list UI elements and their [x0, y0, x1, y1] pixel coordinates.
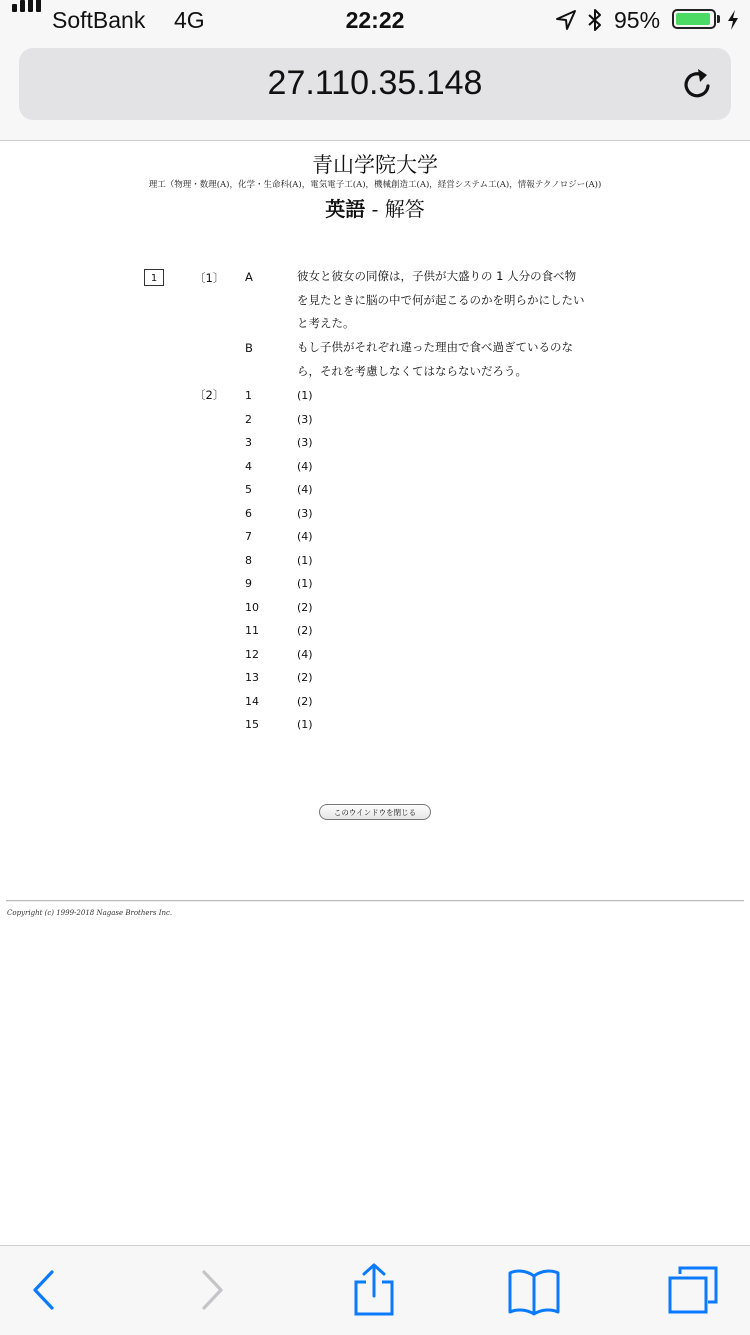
q2-item-number: 5	[245, 483, 252, 496]
carrier-name: SoftBank	[52, 7, 146, 33]
url-text[interactable]: 27.110.35.148	[267, 64, 483, 102]
q2-item-number: 15	[245, 718, 259, 731]
q2-item-number: 8	[245, 553, 252, 567]
status-bar	[0, 0, 750, 42]
q2-item-number: 9	[245, 577, 252, 590]
battery-tip	[717, 15, 720, 23]
q2-label: 〔2〕	[194, 388, 225, 402]
browser-toolbar	[0, 1245, 750, 1335]
q2-item-answer: (4)	[297, 459, 313, 473]
q2-item-answer: (1)	[297, 553, 313, 567]
university-title: 青山学院大学	[312, 153, 438, 177]
close-window-button[interactable]: このウインドウを閉じる	[319, 804, 431, 820]
q2-item-answer: (1)	[297, 577, 313, 590]
clock: 22:22	[345, 7, 405, 33]
q1b-answer: もし子供がそれぞれ違った理由で食べ過ぎているのなら，それを考慮しなくてはならないだろう。	[297, 340, 573, 378]
q2-item-number: 6	[245, 506, 252, 520]
q2-item-number: 14	[245, 694, 259, 708]
q2-item-answer: (2)	[297, 694, 313, 708]
q2-item-number: 10	[245, 600, 259, 614]
battery-icon	[672, 9, 716, 29]
address-bar[interactable]	[19, 48, 731, 120]
battery-percentage: 95%	[614, 7, 661, 33]
q2-item-answer: (3)	[297, 412, 313, 426]
q2-item-answer: (1)	[297, 389, 313, 402]
q2-item-answer: (4)	[297, 530, 313, 543]
forward-icon[interactable]	[200, 1268, 226, 1312]
bookmarks-icon[interactable]	[506, 1268, 562, 1316]
q2-item-answer: (1)	[297, 718, 313, 731]
question-number-box: 1	[144, 269, 164, 286]
q1a-answer: 彼女と彼女の同僚は，子供が大盛りの 1 人分の食べ物を見たときに脳の中で何が起こるのかを明らかにしたいと考えた。	[297, 269, 585, 330]
reload-icon[interactable]	[681, 66, 715, 102]
tabs-icon[interactable]	[666, 1264, 722, 1316]
q2-item-answer: (2)	[297, 600, 313, 614]
copyright-text: Copyright (c) 1999-2018 Nagase Brothers Inc.	[7, 909, 173, 917]
subject-main: 英語	[325, 197, 366, 221]
q2-item-number: 2	[245, 412, 252, 426]
web-page	[0, 141, 750, 1245]
q2-item-answer: (2)	[297, 624, 313, 637]
q2-item-answer: (4)	[297, 483, 313, 496]
q2-item-answer: (3)	[297, 506, 313, 520]
share-icon[interactable]	[352, 1262, 396, 1318]
q2-item-number: 7	[245, 530, 252, 543]
faculty-line: 理工（物理・数理(A)，化学・生命科(A)，電気電子工(A)，機械創造工(A)，経営システム工(A)，情報テクノロジー(A))	[148, 180, 602, 190]
q2-item-number: 12	[245, 647, 259, 661]
back-icon[interactable]	[30, 1268, 56, 1312]
q2-item-number: 4	[245, 459, 252, 473]
subject-heading	[0, 193, 750, 222]
charging-bolt-icon	[726, 9, 740, 31]
footer-divider	[6, 900, 744, 902]
q2-item-number: 1	[245, 389, 252, 402]
bluetooth-icon	[587, 8, 603, 32]
q2-item-number: 3	[245, 436, 252, 449]
q1-label: 〔1〕	[194, 271, 225, 285]
q2-item-answer: (2)	[297, 671, 313, 684]
subject-sub: - 解答	[365, 197, 425, 221]
q2-item-answer: (4)	[297, 647, 313, 661]
q1b-label: B	[245, 341, 253, 355]
q2-item-answer: (3)	[297, 436, 313, 449]
location-arrow-icon	[555, 9, 577, 31]
q2-item-number: 13	[245, 671, 259, 684]
network-type: 4G	[174, 7, 205, 33]
browser-address-area	[0, 42, 750, 141]
q1a-label: A	[245, 270, 253, 284]
q2-item-number: 11	[245, 624, 259, 637]
